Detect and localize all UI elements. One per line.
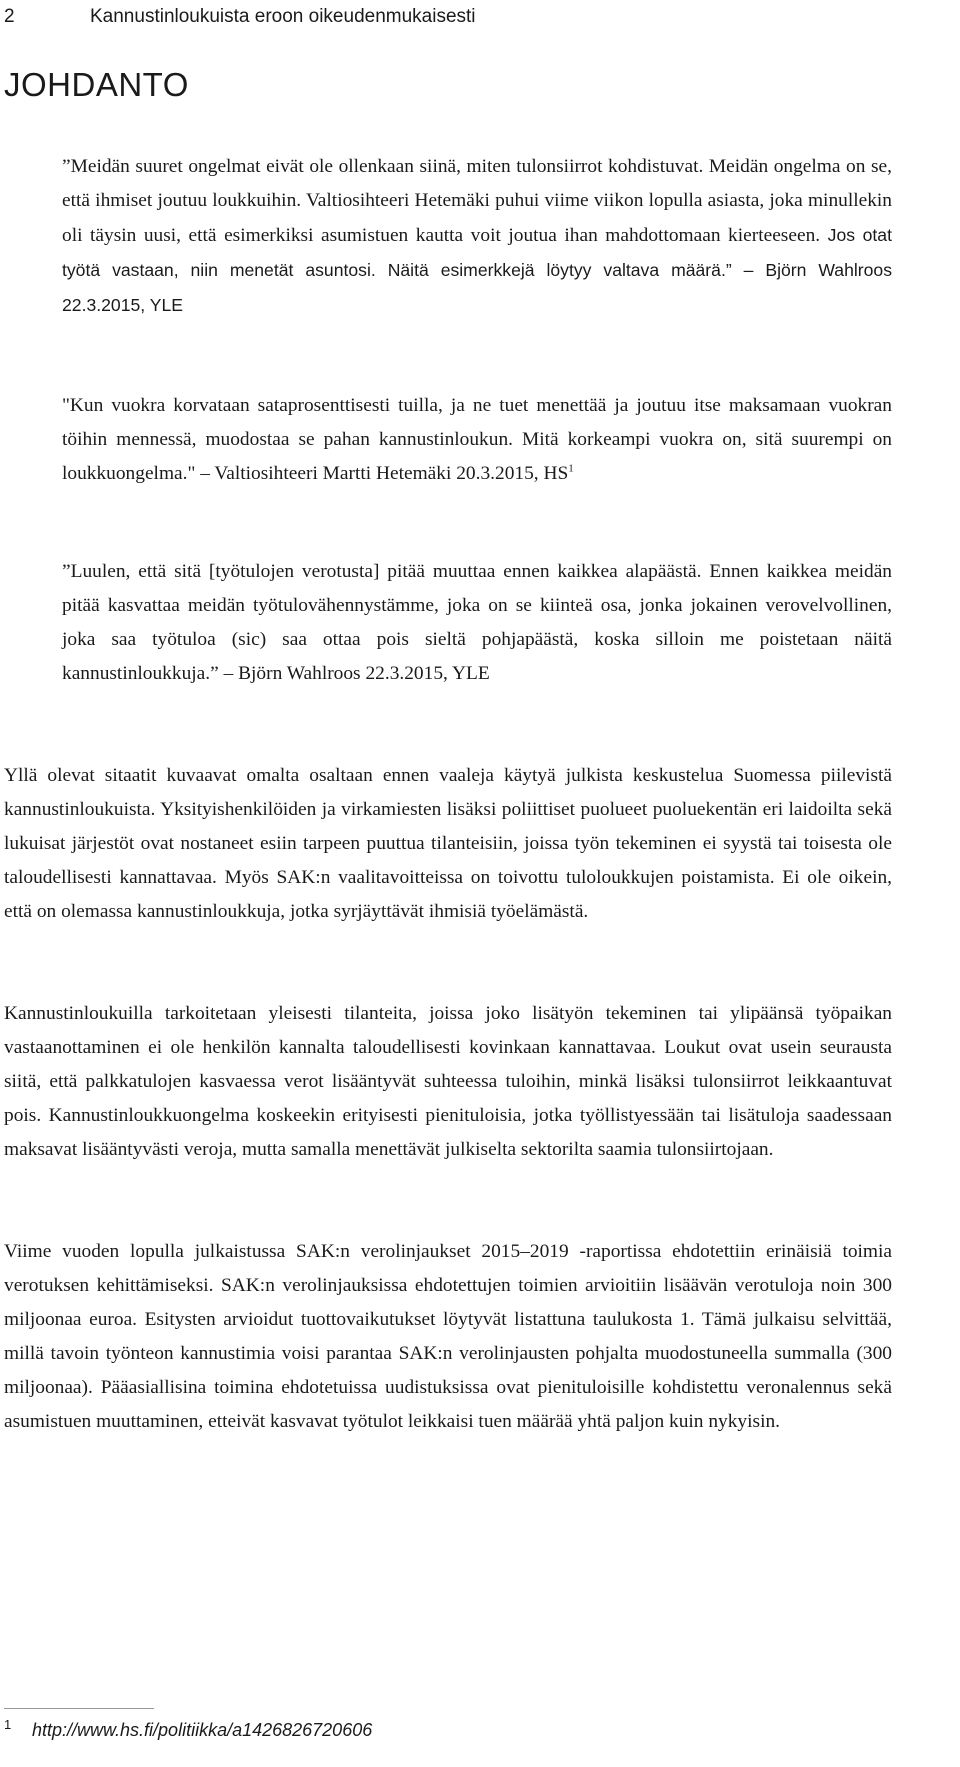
footnote-reference[interactable]: 1: [568, 462, 574, 475]
section-title: JOHDANTO: [4, 66, 189, 103]
quote-hetemaki: [62, 389, 892, 491]
body-paragraph: Viime vuoden lopulla julkaistussa SAK:n verolinjaukset 2015–2019 -raportissa ehdotettiin erinäisiä toimia verotuksen kehittämiseksi. SAK:n verolinjauksissa ehdotettujen toimien arvioitiin lisäävän verotuloja noin 300 miljoonaa euroa. Esitysten arvioidut tuottovaikutukset löytyvät listattuna taulukosta 1. Tämä julkaisu selvittää, millä tavoin työnteon kannustimia voisi parantaa SAK:n verolinjausten pohjalta muodostuneella summalla (300 miljoonaa). Pääasiallisina toimina ehdotetuissa uudistuksissa ovat pienituloisille kohdistettu veronalennus sekä asumistuen muuttaminen, etteivät kasvavat työtulot leikkaisi tuen määrää yhtä paljon kuin nykyisin.: [4, 1241, 892, 1432]
quote-wahlroos-2: [62, 555, 892, 691]
footnote-number: 1: [4, 1717, 12, 1732]
page-number: 2: [4, 6, 15, 27]
body-paragraph: Yllä olevat sitaatit kuvaavat omalta osaltaan ennen vaaleja käytyä julkista keskustelua Suomessa piilevistä kannustinloukuista. Yksityishenkilöiden ja virkamiesten lisäksi poliittiset puolueet puoluekentän eri laidoilta sekä lukuisat järjestöt ovat nostaneet esiin tarpeen puuttua tilanteisiin, joissa työn tekeminen ei syystä tai toisesta ole taloudellisesti kannattavaa. Myös SAK:n vaalitavoitteissa on toivottu tuloloukkujen poistamista. Ei ole oikein, että on olemassa kannustinloukkuja, jotka syrjäyttävät ihmisiä työelämästä.: [4, 765, 892, 922]
quote-wahlroos-1: [62, 150, 892, 323]
footnote: [4, 1718, 372, 1742]
footnote-divider: [4, 1708, 154, 1709]
quote-3-text: ”Luulen, että sitä [työtulojen verotusta] pitää muuttaa ennen kaikkea alapäästä. Ennen kaikkea meidän pitää kasvattaa meidän työtulovähennystämme, joka on se kiinteä osa, jonka jokainen verovelvollinen, joka saa työtuloa (sic) saa ottaa pois sieltä pohjapäästä, koska silloin me poistetaan näitä kannustinloukkuja.” – Björn Wahlroos 22.3.2015, YLE: [62, 561, 892, 684]
quote-1-text-continued: Jos otat työtä vastaan, niin menetät asuntosi. Näitä esimerkkejä löytyy valtava määrä.” – Björn Wahlroos 22.3.2015, YLE: [62, 225, 892, 315]
footnote-link[interactable]: http://www.hs.fi/politiikka/a1426826720606: [32, 1720, 373, 1740]
running-title: Kannustinloukuista eroon oikeudenmukaisesti: [90, 6, 476, 27]
body-paragraph: Kannustinloukuilla tarkoitetaan yleisesti tilanteita, joissa joko lisätyön tekeminen tai ylipäänsä työpaikan vastaanottaminen ei ole henkilön kannalta taloudellisesti kovinkaan kannattavaa. Loukut ovat usein seurausta siitä, että palkkatulojen kasvaessa verot lisääntyvät suhteessa tuloihin, minkä lisäksi tulonsiirrot leikkaantuvat pois. Kannustinloukkuongelma koskeekin erityisesti pienituloisia, jotka työllistyessään tai lisätuloja saadessaan maksavat lisääntyvästi veroja, mutta samalla menettävät julkiselta sektorilta saamia tulonsiirtojaan.: [4, 1003, 892, 1160]
quote-1-text: ”Meidän suuret ongelmat eivät ole ollenkaan siinä, miten tulonsiirrot kohdistuvat. Meidän ongelma on se, että ihmiset joutuu loukkuihin. Valtiosihteeri Hetemäki puhui viime viikon lopulla asiasta, joka minullekin oli täysin uusi, että esimerkiksi asumistuen kautta voit joutua ihan mahdottomaan kierteeseen.: [62, 156, 892, 246]
page-header: [4, 6, 476, 28]
quote-2-text: "Kun vuokra korvataan sataprosenttisesti tuilla, ja ne tuet menettää ja joutuu itse maksamaan vuokran töihin mennessä, muodostaa se pahan kannustinloukun. Mitä korkeampi vuokra on, sitä suurempi on loukkuongelma." – Valtiosihteeri Martti Hetemäki 20.3.2015, HS: [62, 395, 892, 484]
